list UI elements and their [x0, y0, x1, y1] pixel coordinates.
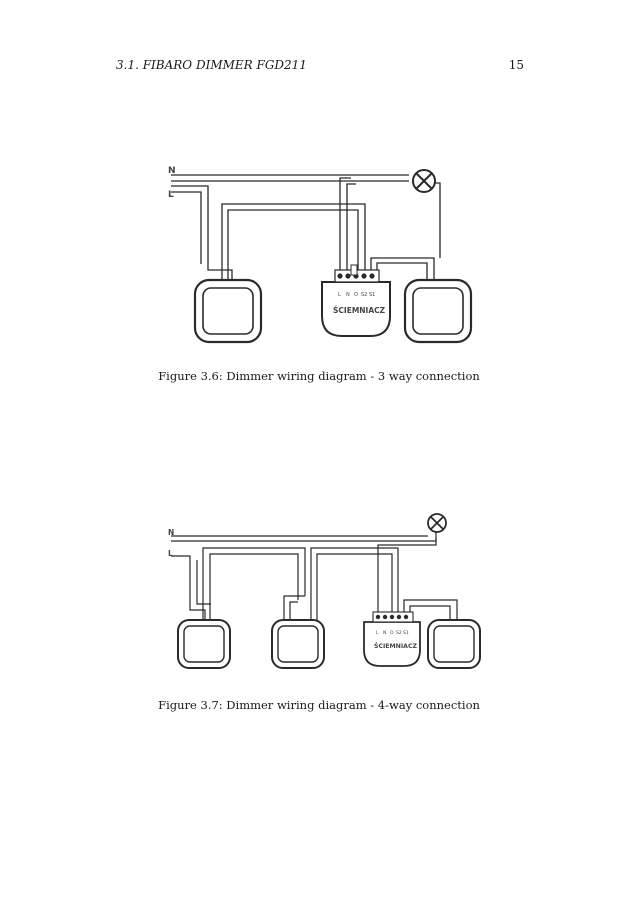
module-brand: ŚCIEMNIACZ — [333, 306, 386, 315]
terminal-label: L — [338, 292, 341, 298]
terminal-label: N — [346, 292, 350, 298]
terminal-label: O — [390, 631, 394, 636]
module-brand: ŚCIEMNIACZ — [374, 643, 417, 650]
live-label: L — [168, 190, 174, 200]
wall-switch-icon — [178, 620, 230, 668]
live-label: L — [168, 549, 173, 558]
neutral-label: N — [168, 166, 176, 176]
lamp-icon — [428, 514, 446, 532]
terminal-label: S2 — [396, 631, 402, 636]
figure-caption: Figure 3.6: Dimmer wiring diagram - 3 way connection — [158, 369, 480, 383]
figure-caption: Figure 3.7: Dimmer wiring diagram - 4-way connection — [158, 698, 480, 712]
terminal-label: N — [383, 631, 387, 636]
wall-switch-icon — [428, 620, 480, 668]
wall-switch-icon — [272, 620, 324, 668]
terminal-label: O — [354, 292, 358, 298]
terminal-label: S1 — [369, 292, 376, 298]
terminal-label: S1 — [403, 631, 409, 636]
page-number: 15 — [508, 58, 524, 72]
terminal-label: L — [376, 631, 379, 636]
dimmer-module-icon — [364, 612, 420, 666]
neutral-label: N — [168, 528, 175, 537]
terminal-label: S2 — [361, 292, 368, 298]
running-head: 3.1. FIBARO DIMMER FGD211 — [116, 58, 307, 72]
